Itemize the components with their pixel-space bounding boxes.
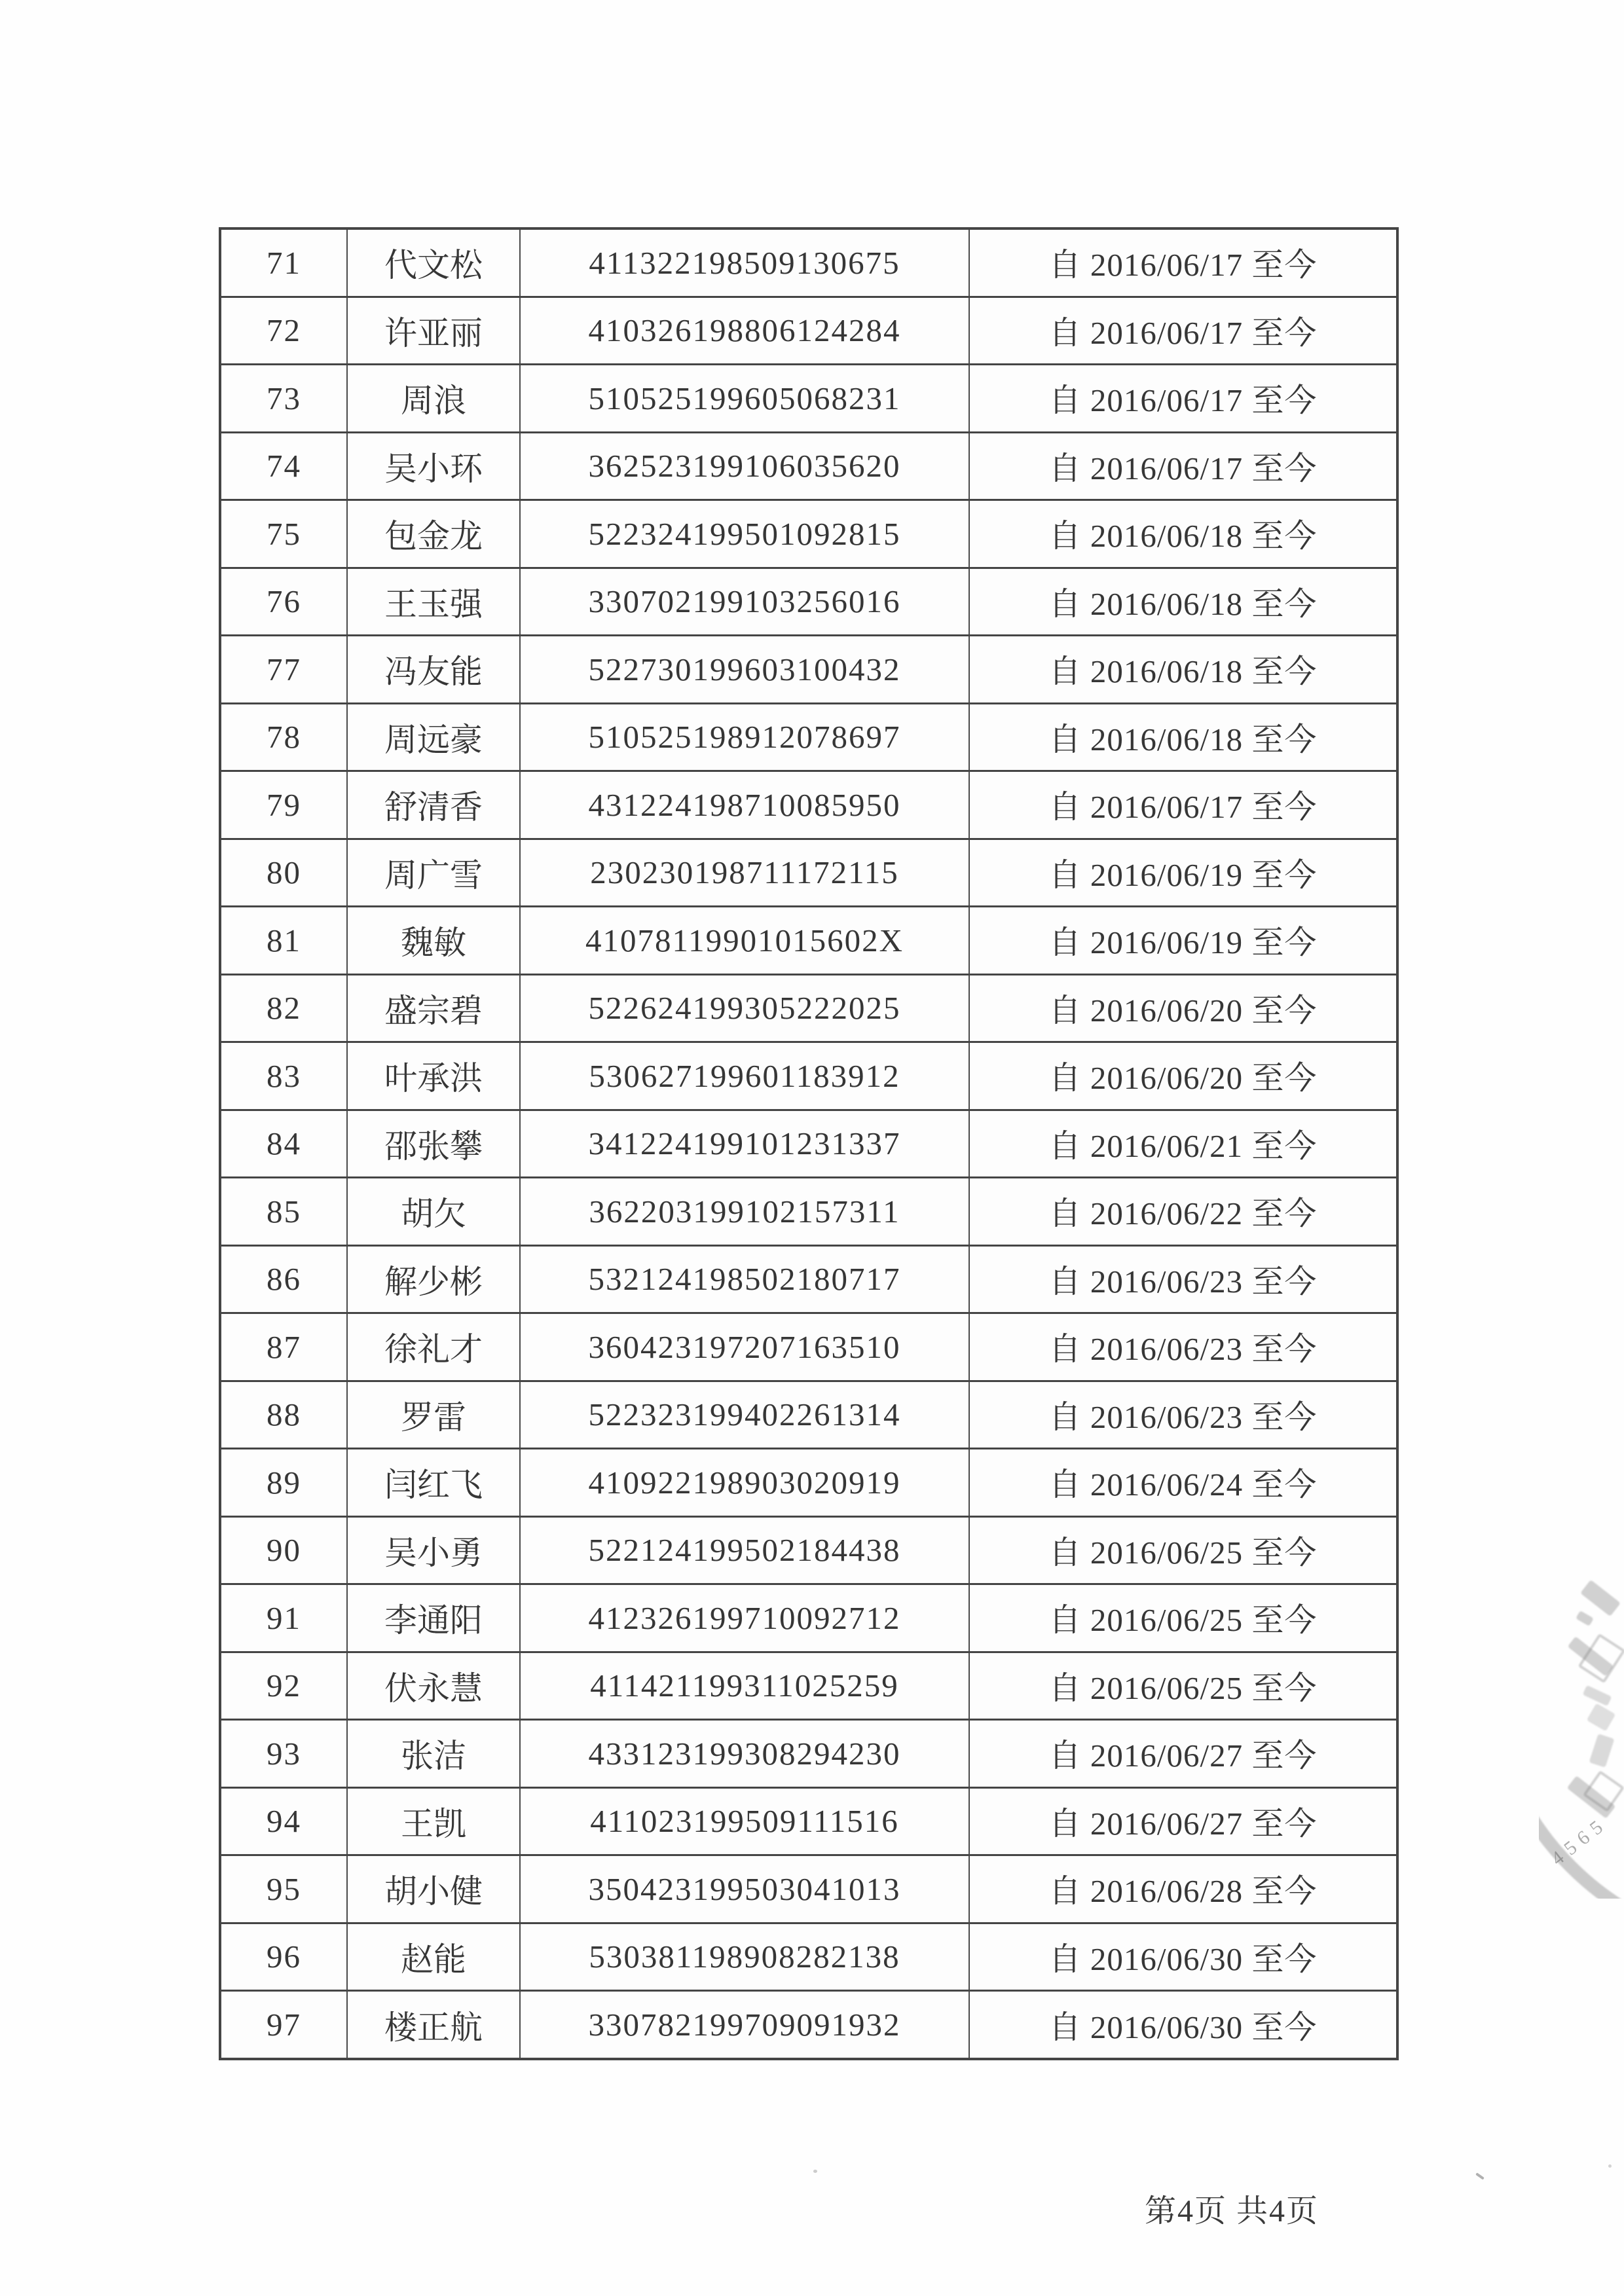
person-name-cell: 吴小环 [347,432,520,500]
table-row [220,1584,1397,1652]
id-number-cell: 522124199502184438 [520,1516,969,1584]
id-number-cell: 433123199308294230 [520,1720,969,1788]
person-name-cell: 闫红飞 [347,1449,520,1517]
row-index-cell: 95 [220,1855,347,1923]
table-row [220,974,1397,1042]
seal-mark-fragment [1568,1636,1614,1676]
person-name-cell: 解少彬 [347,1245,520,1313]
id-number-cell: 411023199509111516 [520,1787,969,1855]
id-number-cell: 341224199101231337 [520,1110,969,1178]
roster-table-body [220,228,1397,2059]
residence-period-cell: 自 2016/06/30 至今 [969,1923,1397,1991]
residence-period-cell: 自 2016/06/17 至今 [969,228,1397,297]
id-number-cell: 410922198903020919 [520,1449,969,1517]
row-index-cell: 72 [220,297,347,365]
id-number-cell: 530381198908282138 [520,1923,969,1991]
row-index-cell: 80 [220,839,347,907]
id-number-cell: 411322198509130675 [520,228,969,297]
person-name-cell: 冯友能 [347,636,520,704]
seal-mark-fragment [1587,1704,1615,1732]
person-name-cell: 张洁 [347,1720,520,1788]
residence-period-cell: 自 2016/06/27 至今 [969,1787,1397,1855]
table-row [220,1855,1397,1923]
id-number-cell: 360423197207163510 [520,1313,969,1381]
person-name-cell: 魏敏 [347,907,520,975]
id-number-cell: 532124198502180717 [520,1245,969,1313]
table-row [220,1245,1397,1313]
id-number-cell: 412326199710092712 [520,1584,969,1652]
person-name-cell: 吴小勇 [347,1516,520,1584]
id-number-cell: 530627199601183912 [520,1042,969,1110]
id-number-cell: 362523199106035620 [520,432,969,500]
person-name-cell: 伏永慧 [347,1652,520,1720]
residence-period-cell: 自 2016/06/18 至今 [969,500,1397,568]
residence-period-cell: 自 2016/06/30 至今 [969,1991,1397,2059]
id-number-cell: 522323199402261314 [520,1381,969,1449]
table-row [220,1178,1397,1246]
person-name-cell: 楼正航 [347,1991,520,2059]
residence-period-cell: 自 2016/06/25 至今 [969,1652,1397,1720]
residence-period-cell: 自 2016/06/23 至今 [969,1313,1397,1381]
residence-period-cell: 自 2016/06/17 至今 [969,365,1397,433]
residence-period-cell: 自 2016/06/20 至今 [969,1042,1397,1110]
residence-period-cell: 自 2016/06/17 至今 [969,771,1397,839]
person-name-cell: 赵能 [347,1923,520,1991]
table-row [220,703,1397,771]
person-name-cell: 舒清香 [347,771,520,839]
id-number-cell: 410326198806124284 [520,297,969,365]
table-row [220,432,1397,500]
id-number-cell: 510525198912078697 [520,703,969,771]
residence-period-cell: 自 2016/06/19 至今 [969,907,1397,975]
id-number-cell: 350423199503041013 [520,1855,969,1923]
id-number-cell: 411421199311025259 [520,1652,969,1720]
table-row [220,1652,1397,1720]
row-index-cell: 93 [220,1720,347,1788]
row-index-cell: 87 [220,1313,347,1381]
roster-table [219,227,1399,2060]
residence-period-cell: 自 2016/06/28 至今 [969,1855,1397,1923]
table-row [220,1991,1397,2059]
page-number-footer: 第4页 共4页 [1145,2194,1320,2229]
row-index-cell: 81 [220,907,347,975]
table-row [220,771,1397,839]
row-index-cell: 84 [220,1110,347,1178]
person-name-cell: 邵张攀 [347,1110,520,1178]
row-index-cell: 78 [220,703,347,771]
person-name-cell: 许亚丽 [347,297,520,365]
seal-mark-fragment [1580,1580,1621,1616]
seal-mark-fragment [1576,1611,1594,1626]
table-row [220,1449,1397,1517]
row-index-cell: 92 [220,1652,347,1720]
person-name-cell: 胡欠 [347,1178,520,1246]
residence-period-cell: 自 2016/06/23 至今 [969,1381,1397,1449]
person-name-cell: 包金龙 [347,500,520,568]
table-row [220,297,1397,365]
residence-period-cell: 自 2016/06/25 至今 [969,1584,1397,1652]
table-row [220,839,1397,907]
row-index-cell: 83 [220,1042,347,1110]
table-row [220,1787,1397,1855]
table-row [220,228,1397,297]
id-number-cell: 362203199102157311 [520,1178,969,1246]
residence-period-cell: 自 2016/06/24 至今 [969,1449,1397,1517]
row-index-cell: 90 [220,1516,347,1584]
person-name-cell: 周浪 [347,365,520,433]
row-index-cell: 71 [220,228,347,297]
person-name-cell: 王玉强 [347,568,520,636]
seal-mark-fragment [1578,1633,1624,1683]
table-row [220,1042,1397,1110]
person-name-cell: 李通阳 [347,1584,520,1652]
residence-period-cell: 自 2016/06/25 至今 [969,1516,1397,1584]
residence-period-cell: 自 2016/06/18 至今 [969,568,1397,636]
row-index-cell: 75 [220,500,347,568]
residence-period-cell: 自 2016/06/18 至今 [969,703,1397,771]
id-number-cell: 522730199603100432 [520,636,969,704]
table-row [220,907,1397,975]
id-number-cell: 510525199605068231 [520,365,969,433]
table-row [220,568,1397,636]
seal-ring-arc [1539,1568,1624,1899]
table-row [220,1110,1397,1178]
person-name-cell: 罗雷 [347,1381,520,1449]
seal-stamp-fragment [1539,1568,1624,1899]
row-index-cell: 88 [220,1381,347,1449]
person-name-cell: 王凯 [347,1787,520,1855]
row-index-cell: 97 [220,1991,347,2059]
seal-mark-fragment [1583,1770,1624,1812]
row-index-cell: 86 [220,1245,347,1313]
residence-period-cell: 自 2016/06/27 至今 [969,1720,1397,1788]
scan-artifact [813,2170,817,2173]
residence-period-cell: 自 2016/06/17 至今 [969,297,1397,365]
id-number-cell: 431224198710085950 [520,771,969,839]
seal-mark-fragment [1567,1776,1616,1819]
person-name-cell: 代文松 [347,228,520,297]
table-row [220,1516,1397,1584]
row-index-cell: 74 [220,432,347,500]
scan-artifact [1608,2164,1612,2168]
residence-period-cell: 自 2016/06/22 至今 [969,1178,1397,1246]
id-number-cell: 330702199103256016 [520,568,969,636]
row-index-cell: 77 [220,636,347,704]
seal-serial-digits: 4565 [1547,1812,1612,1870]
residence-period-cell: 自 2016/06/20 至今 [969,974,1397,1042]
residence-period-cell: 自 2016/06/17 至今 [969,432,1397,500]
table-row [220,500,1397,568]
table-row [220,365,1397,433]
id-number-cell: 330782199709091932 [520,1991,969,2059]
row-index-cell: 85 [220,1178,347,1246]
person-name-cell: 胡小健 [347,1855,520,1923]
table-row [220,1313,1397,1381]
id-number-cell: 41078119901015602X [520,907,969,975]
table-row [220,636,1397,704]
person-name-cell: 周广雪 [347,839,520,907]
table-row [220,1720,1397,1788]
table-row [220,1923,1397,1991]
row-index-cell: 91 [220,1584,347,1652]
id-number-cell: 230230198711172115 [520,839,969,907]
residence-period-cell: 自 2016/06/18 至今 [969,636,1397,704]
person-name-cell: 徐礼才 [347,1313,520,1381]
scan-artifact [1475,2172,1485,2179]
row-index-cell: 94 [220,1787,347,1855]
row-index-cell: 76 [220,568,347,636]
seal-mark-fragment [1589,1734,1615,1768]
residence-period-cell: 自 2016/06/21 至今 [969,1110,1397,1178]
id-number-cell: 522624199305222025 [520,974,969,1042]
row-index-cell: 96 [220,1923,347,1991]
person-name-cell: 盛宗碧 [347,974,520,1042]
row-index-cell: 73 [220,365,347,433]
seal-mark-fragment [1583,1685,1612,1706]
person-name-cell: 周远豪 [347,703,520,771]
residence-period-cell: 自 2016/06/19 至今 [969,839,1397,907]
row-index-cell: 82 [220,974,347,1042]
row-index-cell: 89 [220,1449,347,1517]
person-name-cell: 叶承洪 [347,1042,520,1110]
table-row [220,1381,1397,1449]
row-index-cell: 79 [220,771,347,839]
residence-period-cell: 自 2016/06/23 至今 [969,1245,1397,1313]
id-number-cell: 522324199501092815 [520,500,969,568]
